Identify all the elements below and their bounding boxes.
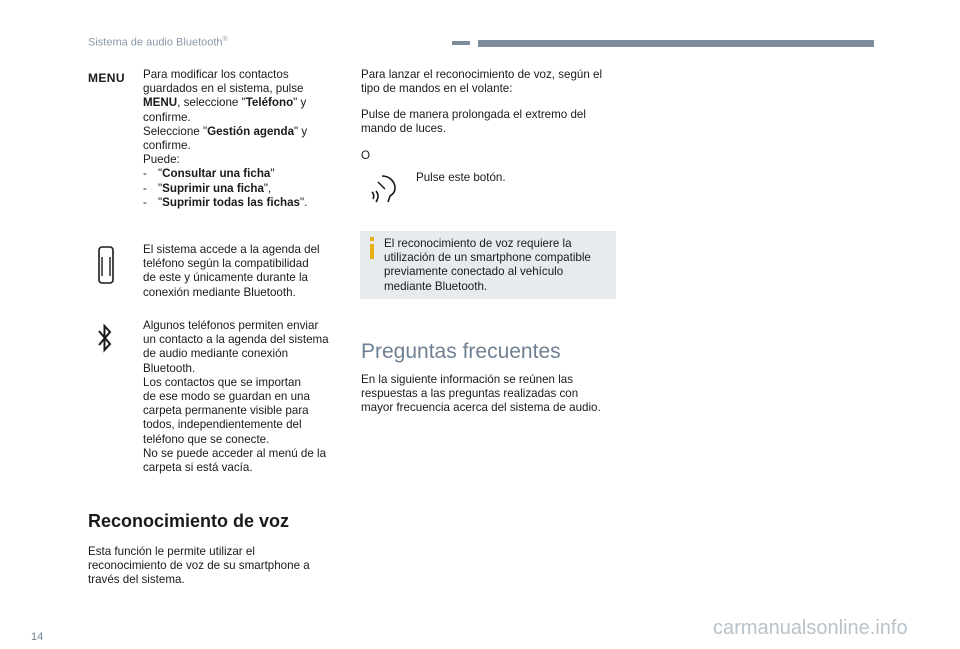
bt-line-9: teléfono que se conecte. [143,432,270,446]
menu-button-label: MENU [88,71,125,85]
menu-line-1: Para modificar los contactos [143,68,289,81]
bt-line-5: Los contactos que se importan [143,375,301,389]
page-number: 14 [31,631,44,643]
phone-line-4: conexión mediante Bluetooth. [143,285,296,299]
bt-line-6: de ese modo se guardan en una [143,390,310,404]
bullet-suprimir: - "Suprimir una ficha", [143,181,272,195]
bt-line-8: todos, independientemente del [143,418,302,432]
menu-line-4: confirme. [143,110,191,124]
long-press-line-1: Pulse de manera prolongada el extremo del [361,108,586,121]
info-line-1: El reconocimiento de voz requiere la [384,237,572,250]
menu-instructions [143,68,343,210]
phone-line-3: de este y únicamente durante la [143,271,308,285]
long-press-text [361,108,621,136]
info-line-3: previamente conectado al vehículo [384,265,564,279]
or-text: O [361,149,371,162]
menu-line-6: confirme. [143,139,191,153]
faq-text [361,373,621,416]
voice-line-1: Esta función le permite utilizar el [88,545,255,558]
phone-icon [97,246,115,284]
voice-recognition-text [88,545,338,588]
watermark: carmanualsonline.info [713,617,908,639]
long-press-line-2: mando de luces. [361,122,447,136]
menu-line-3: MENU, seleccione "Teléfono" y [143,96,307,110]
voice-line-2: reconocimiento de voz de su smartphone a [88,559,310,573]
bt-line-7: carpeta permanente visible para [143,404,309,418]
bt-line-2: un contacto a la agenda del sistema [143,333,329,347]
info-line-2: utilización de un smartphone compatible [384,251,591,265]
press-button-text: Pulse este botón. [416,171,506,184]
voice-command-icon [368,172,402,206]
bt-line-3: de audio mediante conexión [143,347,289,361]
running-header-text: Sistema de audio Bluetooth [88,36,223,49]
info-line-4: mediante Bluetooth. [384,279,488,293]
running-header [88,36,228,49]
bt-line-11: carpeta si está vacía. [143,461,253,475]
launch-line-1: Para lanzar el reconocimiento de voz, según el [361,68,603,81]
bt-line-4: Bluetooth. [143,361,196,375]
header-divider-dot [452,41,470,45]
phone-agenda-text [143,243,343,300]
faq-line-2: respuestas a las preguntas realizadas con [361,387,579,401]
menu-line-2: guardados en el sistema, pulse [143,82,304,96]
bluetooth-icon [96,322,114,354]
phone-line-1: El sistema accede a la agenda del [143,243,320,256]
voice-recognition-heading: Reconocimiento de voz [88,511,290,531]
bt-line-10: No se puede acceder al menú de la [143,446,327,460]
voice-line-3: través del sistema. [88,573,185,587]
menu-line-7: Puede: [143,153,180,167]
faq-heading: Preguntas frecuentes [361,340,561,363]
bullet-consultar: - "Consultar una ficha" [143,167,275,181]
faq-line-3: mayor frecuencia acerca del sistema de audio. [361,401,601,415]
info-text [384,237,612,294]
phone-line-2: teléfono según la compatibilidad [143,257,309,271]
menu-line-5: Seleccione "Gestión agenda" y [143,124,308,138]
bluetooth-contacts-text [143,319,343,475]
header-divider-bar [478,40,874,47]
bullet-suprimir-todas: - "Suprimir todas las fichas". [143,195,308,209]
registered-mark: ® [222,36,228,43]
launch-line-2: tipo de mandos en el volante: [361,82,513,96]
faq-line-1: En la siguiente información se reúnen las [361,373,574,386]
bt-line-1: Algunos teléfonos permiten enviar [143,319,319,332]
launch-voice-text [361,68,621,96]
info-icon [367,237,377,259]
